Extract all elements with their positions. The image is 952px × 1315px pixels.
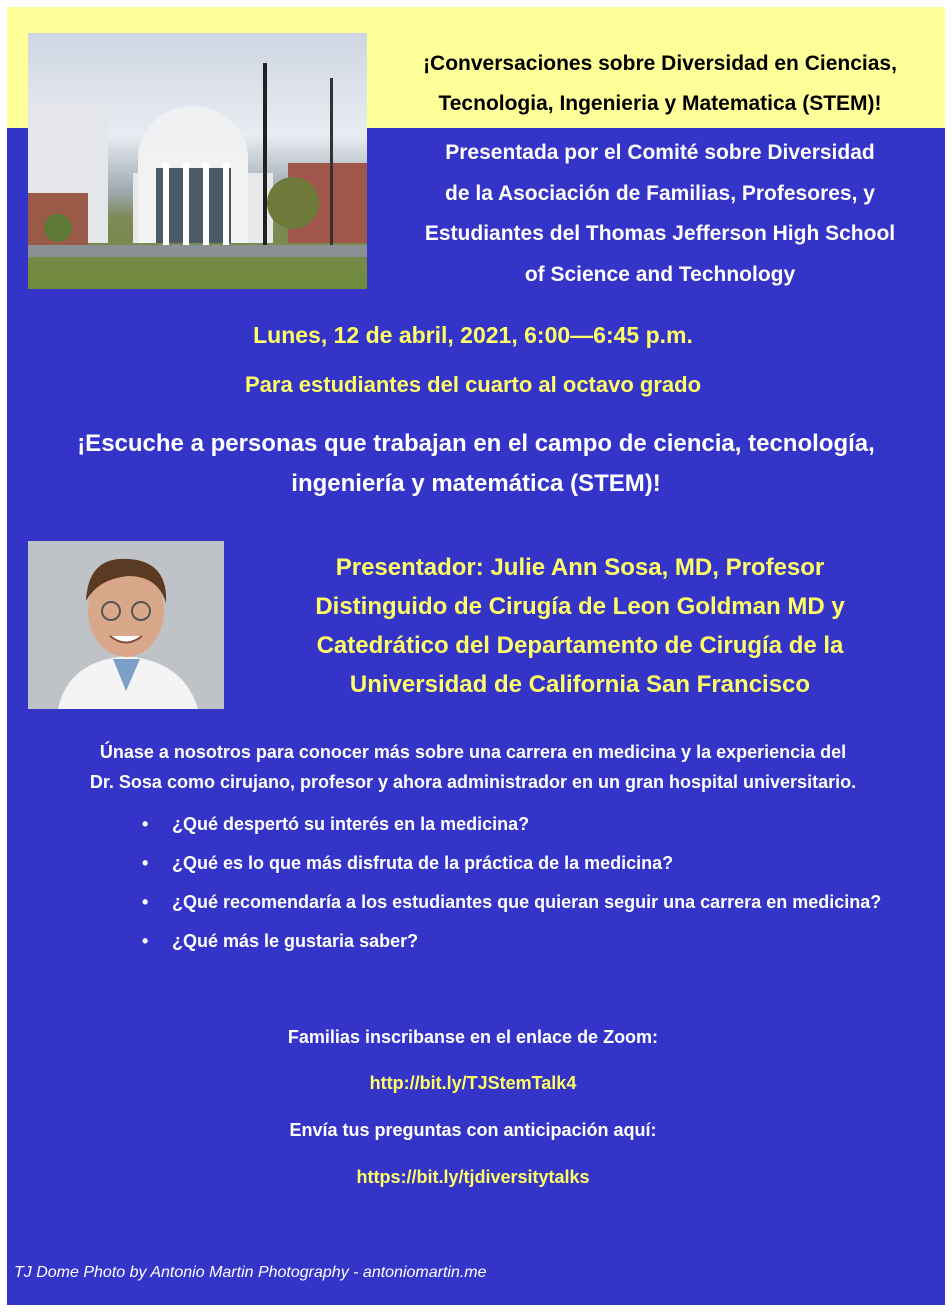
presenter-photo-illustration: [28, 541, 224, 709]
question-item: • ¿Qué recomendaría a los estudiantes que quieran seguir una carrera en medicina?: [142, 888, 922, 916]
dome-building-illustration: [28, 33, 367, 289]
presented-by-line: Estudiantes del Thomas Jefferson High School: [424, 222, 896, 245]
presenter-line: Catedrático del Departamento de Cirugía de la: [316, 632, 844, 659]
tagline-line: ingeniería y matemática (STEM)!: [291, 470, 661, 497]
question-item: • ¿Qué es lo que más disfruta de la práctica de la medicina?: [142, 849, 922, 877]
questions-list: [142, 810, 922, 966]
intro-line: Únase a nosotros para conocer más sobre una carrera en medicina y la experiencia del: [99, 742, 847, 762]
event-audience: Para estudiantes del cuarto al octavo grado: [244, 372, 702, 397]
zoom-registration-link[interactable]: http://bit.ly/TJStemTalk4: [369, 1073, 577, 1093]
questions-form-label: Envía tus preguntas con anticipación aquí:: [289, 1120, 657, 1140]
photo-credit: TJ Dome Photo by Antonio Martin Photography - antoniomartin.me: [14, 1264, 487, 1281]
presenter-line: Presentador: Julie Ann Sosa, MD, Profesor: [335, 554, 825, 581]
tj-dome-photo: [28, 33, 367, 289]
presented-by: [380, 133, 940, 295]
questions-form-link[interactable]: https://bit.ly/tjdiversitytalks: [356, 1167, 590, 1187]
presenter-line: Distinguido de Cirugía de Leon Goldman MD y: [315, 593, 845, 620]
question-item: • ¿Qué más le gustaria saber?: [142, 927, 922, 955]
question-item: • ¿Qué despertó su interés en la medicina?: [142, 810, 922, 838]
intro-line: Dr. Sosa como cirujano, profesor y ahora administrador en un gran hospital universitario.: [89, 772, 857, 792]
event-series-title: [380, 44, 940, 124]
tagline-line: ¡Escuche a personas que trabajan en el campo de ciencia, tecnología,: [77, 430, 875, 457]
presented-by-line: de la Asociación de Familias, Profesores, y: [445, 181, 875, 205]
registration-label: Familias inscribanse en el enlace de Zoom:: [287, 1027, 659, 1047]
title-line-2: Tecnologia, Ingenieria y Matematica (STEM)!: [438, 92, 882, 115]
presenter-portrait: [28, 541, 224, 709]
title-line-1: ¡Conversaciones sobre Diversidad en Ciencias,: [423, 52, 897, 75]
tagline: [7, 424, 945, 504]
intro-text: [7, 737, 939, 797]
presented-by-line: Presentada por el Comité sobre Diversidad: [445, 141, 875, 164]
presenter-line: Universidad de California San Francisco: [349, 671, 811, 698]
presented-by-line: of Science and Technology: [524, 262, 796, 286]
presenter-info: [245, 548, 915, 704]
event-date: Lunes, 12 de abril, 2021, 6:00—6:45 p.m.: [253, 322, 693, 348]
